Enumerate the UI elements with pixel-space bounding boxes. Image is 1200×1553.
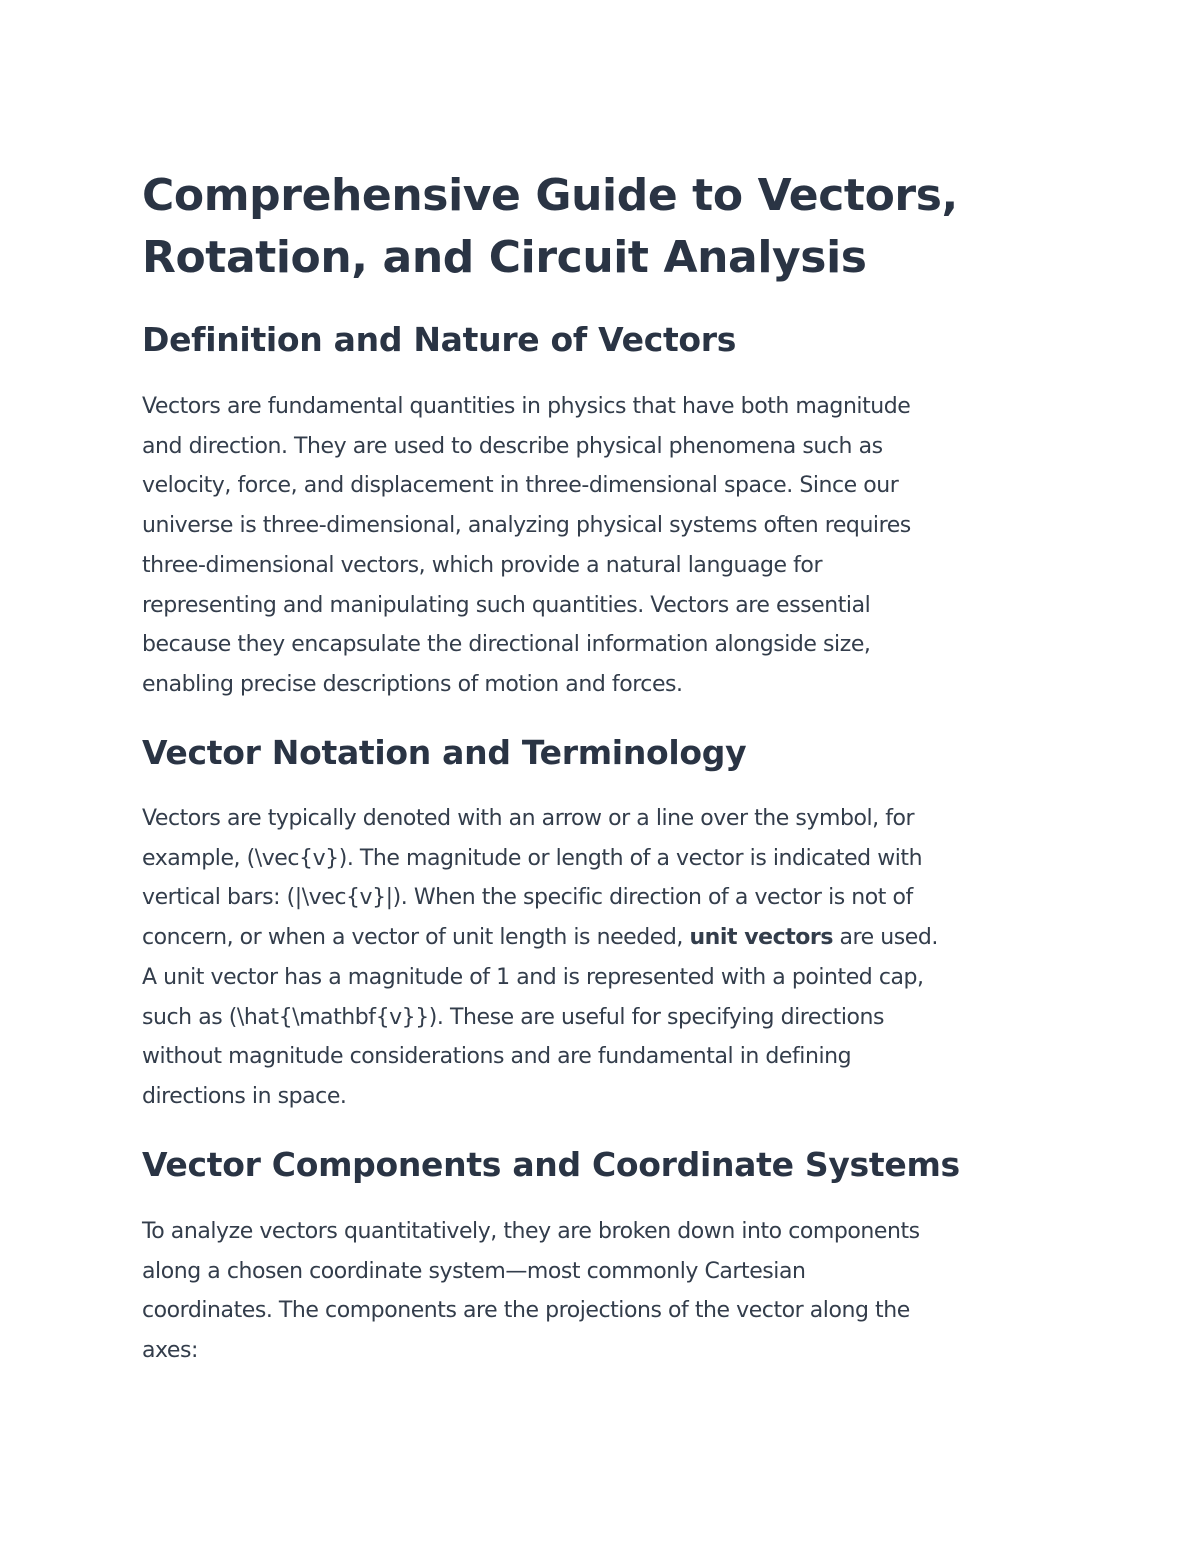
paragraph-line: To analyze vectors quantitatively, they are broken down into components <box>142 1219 920 1244</box>
paragraph-line: Vectors are typically denoted with an arrow or a line over the symbol, for <box>142 806 915 831</box>
paragraph-line: directions in space. <box>142 1083 347 1109</box>
title-line: Rotation, and Circuit Analysis <box>142 232 867 283</box>
section-paragraph-notation <box>142 799 1052 1117</box>
paragraph-line <box>142 918 1052 958</box>
paragraph-line: velocity, force, and displacement in three-dimensional space. Since our <box>142 473 899 499</box>
section-heading-definition: Definition and Nature of Vectors <box>142 320 737 359</box>
paragraph-line: along a chosen coordinate system—most commonly Cartesian <box>142 1258 806 1284</box>
paragraph-line: axes: <box>142 1338 198 1364</box>
paragraph-line: coordinates. The components are the projections of the vector along the <box>142 1298 910 1324</box>
paragraph-line: example, (\vec{v}). The magnitude or length of a vector is indicated with <box>142 845 923 871</box>
section-paragraph-definition <box>142 387 1052 705</box>
document-title <box>142 165 1042 289</box>
paragraph-line: without magnitude considerations and are fundamental in defining <box>142 1044 852 1070</box>
paragraph-line: Vectors are fundamental quantities in physics that have both magnitude <box>142 394 911 419</box>
line-text: are used. <box>832 925 938 951</box>
paragraph-line: and direction. They are used to describe physical phenomena such as <box>142 433 883 459</box>
paragraph-line: A unit vector has a magnitude of 1 and is represented with a pointed cap, <box>142 964 924 990</box>
paragraph-line: three-dimensional vectors, which provide a natural language for <box>142 552 823 578</box>
paragraph-line: because they encapsulate the directional information alongside size, <box>142 632 871 658</box>
paragraph-line: universe is three-dimensional, analyzing physical systems often requires <box>142 513 911 539</box>
paragraph-line: representing and manipulating such quantities. Vectors are essential <box>142 592 871 618</box>
paragraph-line: such as (\hat{\mathbf{v}}). These are useful for specifying directions <box>142 1004 884 1030</box>
section-heading-notation: Vector Notation and Terminology <box>142 733 747 772</box>
line-text: concern, or when a vector of unit length is needed, <box>142 925 690 951</box>
unit-vectors-term: unit vectors <box>689 925 833 951</box>
paragraph-line: vertical bars: (|\vec{v}|). When the specific direction of a vector is not of <box>142 885 913 911</box>
section-paragraph-components <box>142 1212 1052 1371</box>
section-heading-components: Vector Components and Coordinate Systems <box>142 1145 960 1184</box>
paragraph-line: enabling precise descriptions of motion and forces. <box>142 671 683 697</box>
title-line: Comprehensive Guide to Vectors, <box>142 170 958 221</box>
